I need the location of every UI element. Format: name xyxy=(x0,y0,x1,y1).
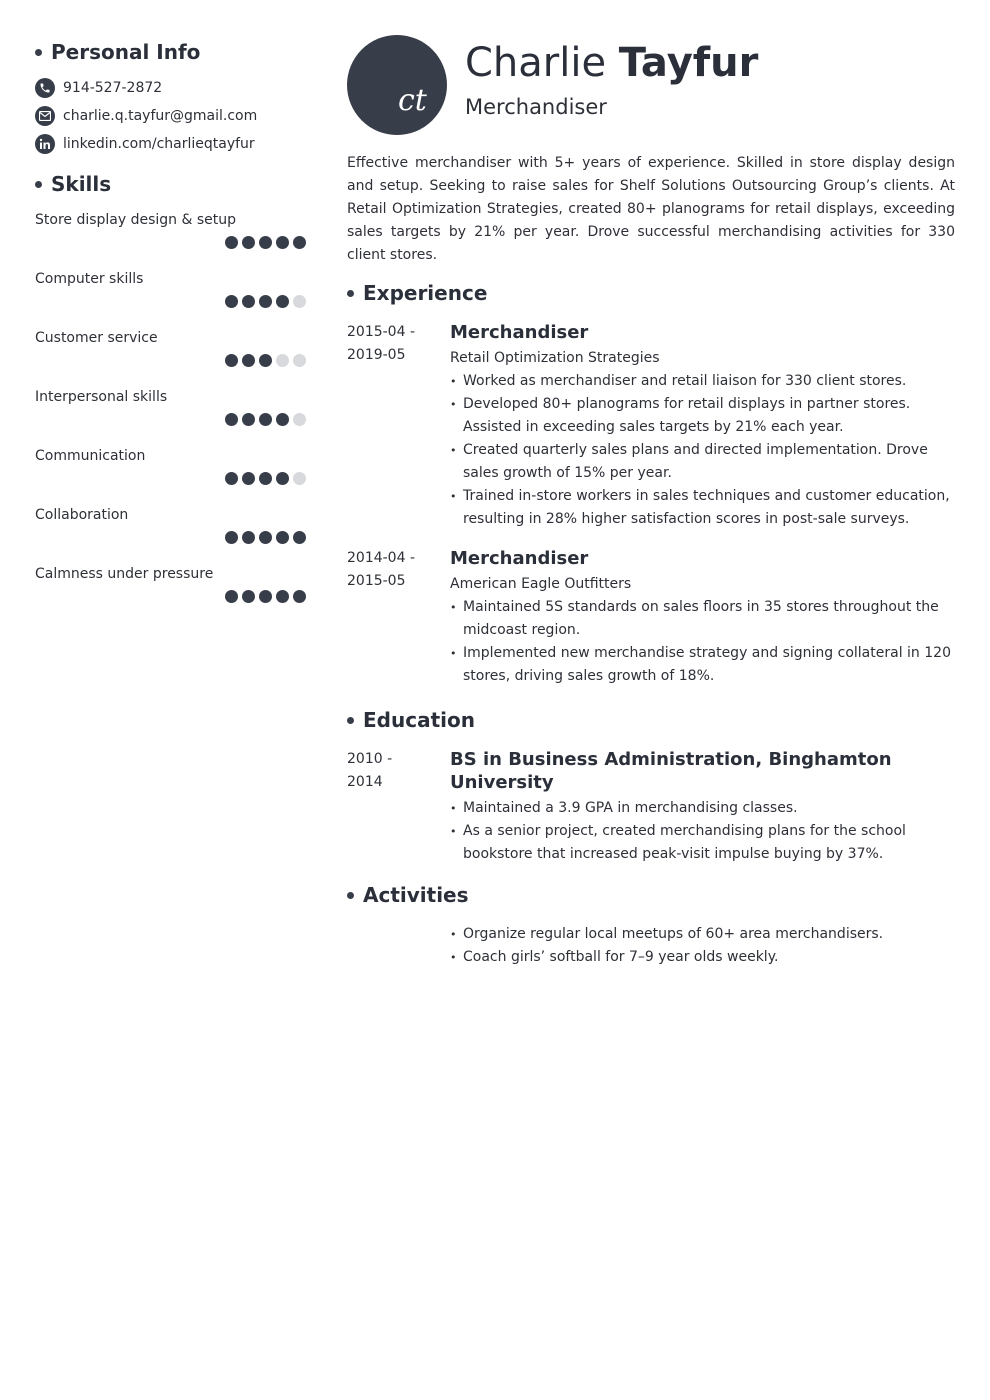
name-block xyxy=(465,41,758,119)
education-entry xyxy=(347,748,955,866)
entry-date xyxy=(347,547,450,688)
experience-section xyxy=(347,281,955,688)
date-start: 2015-04 - xyxy=(347,324,415,340)
skill-item xyxy=(35,387,307,446)
education-heading-text: Education xyxy=(363,708,475,732)
rating-dot-filled xyxy=(259,295,272,308)
rating-dot-empty xyxy=(293,295,306,308)
activities-heading-text: Activities xyxy=(363,883,469,907)
degree-title: BS in Business Administration, Binghamton University xyxy=(450,749,892,793)
rating-dot-filled xyxy=(276,236,289,249)
rating-dot-filled xyxy=(225,295,238,308)
skill-item xyxy=(35,328,307,387)
rating-dot-filled xyxy=(242,413,255,426)
entry-body xyxy=(450,321,955,531)
achievement-item: • Worked as merchandiser and retail liaison for 330 client stores. xyxy=(450,370,955,393)
personal-info-heading-text: Personal Info xyxy=(51,40,201,64)
rating-dot-filled xyxy=(293,531,306,544)
rating-dot-filled xyxy=(225,472,238,485)
education-detail-list xyxy=(450,797,955,866)
summary-paragraph: Effective merchandiser with 5+ years of experience. Skilled in store display design and setup. Seeking to raise sales for Shelf Solutions Outsourcing Group’s clients. At Retail Optimization Strategies, created 80+ planograms for retail displays, exceeding sales targets by 21% per year. Drove successful merchandising activities for 330 client stores. xyxy=(347,155,955,263)
achievement-item: • Developed 80+ planograms for retail displays in partner stores. Assisted in exceeding sales targets by 21% each year. xyxy=(450,393,955,439)
skill-rating xyxy=(35,590,307,603)
experience-heading xyxy=(347,281,955,305)
linkedin-icon xyxy=(35,134,55,154)
activity-item: • Organize regular local meetups of 60+ area merchandisers. xyxy=(450,923,955,946)
skill-name: Interpersonal skills xyxy=(35,389,168,405)
rating-dot-empty xyxy=(293,413,306,426)
phone-icon xyxy=(35,78,55,98)
rating-dot-filled xyxy=(259,472,272,485)
rating-dot-filled xyxy=(225,354,238,367)
first-name: Charlie xyxy=(465,40,607,86)
achievement-item: • Created quarterly sales plans and directed implementation. Drove sales growth of 15% per year. xyxy=(450,439,955,485)
skills-heading xyxy=(35,172,307,196)
activity-item: • Coach girls’ softball for 7–9 year olds weekly. xyxy=(450,946,955,969)
education-detail-item: • As a senior project, created merchandising plans for the school bookstore that increased peak-visit impulse buying by 37%. xyxy=(450,820,955,866)
entry-body xyxy=(450,748,955,866)
contact-linkedin[interactable] xyxy=(35,130,307,158)
rating-dot-filled xyxy=(259,531,272,544)
activities-list xyxy=(450,923,955,969)
rating-dot-empty xyxy=(293,472,306,485)
monogram-avatar xyxy=(347,35,447,135)
job-role: Merchandiser xyxy=(450,322,589,343)
full-name xyxy=(465,41,758,85)
skill-item xyxy=(35,446,307,505)
achievement-list xyxy=(450,370,955,531)
experience-entry xyxy=(347,321,955,531)
main-content xyxy=(347,35,955,969)
experience-heading-text: Experience xyxy=(363,281,488,305)
rating-dot-filled xyxy=(225,236,238,249)
skill-name: Communication xyxy=(35,448,146,464)
skill-name: Collaboration xyxy=(35,507,129,523)
skill-rating xyxy=(35,531,307,544)
rating-dot-filled xyxy=(276,531,289,544)
entry-date xyxy=(347,748,450,866)
rating-dot-filled xyxy=(242,236,255,249)
skill-name: Calmness under pressure xyxy=(35,566,214,582)
experience-entries xyxy=(347,321,955,688)
rating-dot-filled xyxy=(276,472,289,485)
rating-dot-filled xyxy=(293,236,306,249)
rating-dot-filled xyxy=(225,531,238,544)
heading-bullet xyxy=(35,49,42,56)
entry-body xyxy=(450,547,955,688)
rating-dot-filled xyxy=(259,413,272,426)
personal-info-heading xyxy=(35,40,307,64)
skill-name: Computer skills xyxy=(35,271,144,287)
achievement-item: • Implemented new merchandise strategy and signing collateral in 120 stores, driving sales growth of 18%. xyxy=(450,642,955,688)
sidebar xyxy=(35,40,307,623)
skill-name: Customer service xyxy=(35,330,158,346)
skill-rating xyxy=(35,236,307,249)
date-end: 2014 xyxy=(347,774,383,790)
skill-name: Store display design & setup xyxy=(35,212,237,228)
achievement-item: • Maintained 5S standards on sales floors in 35 stores throughout the midcoast region. xyxy=(450,596,955,642)
last-name: Tayfur xyxy=(618,40,759,86)
heading-bullet xyxy=(35,181,42,188)
education-section xyxy=(347,708,955,866)
education-heading xyxy=(347,708,955,732)
skills-heading-text: Skills xyxy=(51,172,112,196)
activities-heading xyxy=(347,883,955,907)
linkedin-text: linkedin.com/charlieqtayfur xyxy=(63,136,255,152)
rating-dot-filled xyxy=(242,295,255,308)
job-role: Merchandiser xyxy=(450,548,589,569)
achievement-list xyxy=(450,596,955,688)
rating-dot-empty xyxy=(293,354,306,367)
skill-rating xyxy=(35,472,307,485)
skill-item xyxy=(35,505,307,564)
skill-rating xyxy=(35,354,307,367)
phone-text: 914-527-2872 xyxy=(63,80,163,96)
date-end: 2015-05 xyxy=(347,573,406,589)
achievement-item: • Trained in-store workers in sales techniques and customer education, resulting in 28% higher satisfaction scores in post-sale surveys. xyxy=(450,485,955,531)
rating-dot-filled xyxy=(259,590,272,603)
resume-header xyxy=(347,35,955,135)
education-entries xyxy=(347,748,955,866)
company-name: Retail Optimization Strategies xyxy=(450,350,660,366)
rating-dot-filled xyxy=(225,413,238,426)
rating-dot-filled xyxy=(242,590,255,603)
email-icon xyxy=(35,106,55,126)
heading-bullet xyxy=(347,290,354,297)
date-start: 2014-04 - xyxy=(347,550,415,566)
skill-item xyxy=(35,269,307,328)
rating-dot-filled xyxy=(293,590,306,603)
activities-section xyxy=(347,883,955,969)
rating-dot-filled xyxy=(276,590,289,603)
skills-list xyxy=(35,210,307,623)
rating-dot-empty xyxy=(276,354,289,367)
entry-date xyxy=(347,321,450,531)
skill-rating xyxy=(35,295,307,308)
skill-item xyxy=(35,564,307,623)
contact-list xyxy=(35,74,307,158)
rating-dot-filled xyxy=(259,354,272,367)
contact-phone[interactable] xyxy=(35,74,307,102)
skill-rating xyxy=(35,413,307,426)
heading-bullet xyxy=(347,717,354,724)
date-start: 2010 - xyxy=(347,751,393,767)
rating-dot-filled xyxy=(259,236,272,249)
heading-bullet xyxy=(347,892,354,899)
company-name: American Eagle Outfitters xyxy=(450,576,632,592)
rating-dot-filled xyxy=(242,472,255,485)
monogram-initials: ct xyxy=(398,83,427,118)
contact-email[interactable] xyxy=(35,102,307,130)
education-detail-item: • Maintained a 3.9 GPA in merchandising classes. xyxy=(450,797,955,820)
rating-dot-filled xyxy=(276,295,289,308)
skill-item xyxy=(35,210,307,269)
date-end: 2019-05 xyxy=(347,347,406,363)
rating-dot-filled xyxy=(225,590,238,603)
experience-entry xyxy=(347,547,955,688)
email-text: charlie.q.tayfur@gmail.com xyxy=(63,108,258,124)
rating-dot-filled xyxy=(276,413,289,426)
job-title: Merchandiser xyxy=(465,95,607,119)
rating-dot-filled xyxy=(242,531,255,544)
rating-dot-filled xyxy=(242,354,255,367)
